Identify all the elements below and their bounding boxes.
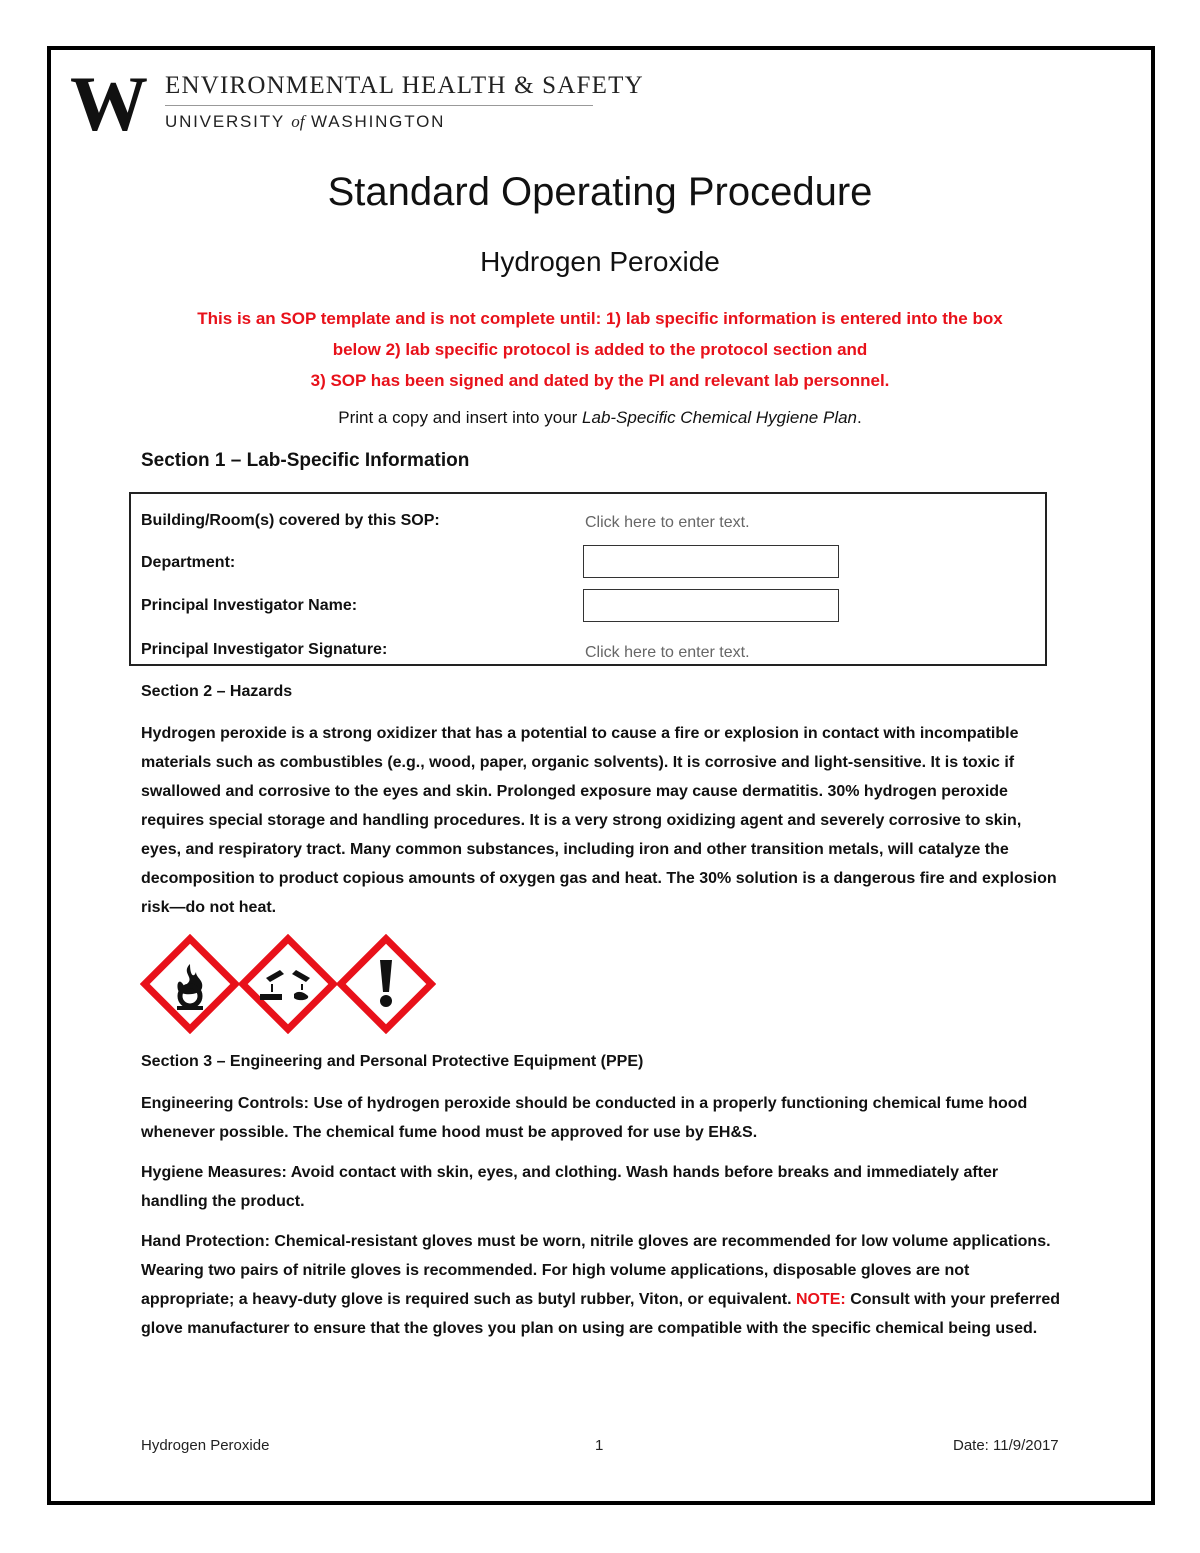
pi-name-label: Principal Investigator Name: <box>141 597 358 614</box>
footer-date: Date: 11/9/2017 <box>953 1437 1059 1454</box>
print-note <box>0 408 1200 428</box>
exclamation-mark-icon <box>336 934 436 1034</box>
university-of: of <box>291 112 305 131</box>
uw-logo <box>68 74 150 134</box>
warning-line-3: 3) SOP has been signed and dated by the PI and relevant lab personnel. <box>310 371 890 390</box>
logo-letter: W <box>70 74 148 134</box>
department-field[interactable] <box>583 545 839 578</box>
footer-doc-title: Hydrogen Peroxide <box>141 1437 270 1454</box>
hygiene-label: Hygiene Measures: <box>141 1164 287 1181</box>
org-name: ENVIRONMENTAL HEALTH & SAFETY <box>165 72 644 99</box>
template-warning <box>100 303 1100 396</box>
university-name <box>165 112 445 132</box>
university-pre: UNIVERSITY <box>165 112 285 131</box>
page-subtitle: Hydrogen Peroxide <box>480 246 720 277</box>
engineering-text: Use of hydrogen peroxide should be conducted in a properly functioning chemical fume hood whenever possible. The chemical fume hood must be approved for use by EH&S. <box>141 1095 1028 1141</box>
note-label: NOTE: <box>795 1291 846 1308</box>
hand-protection <box>141 1227 1061 1343</box>
hand-text: Chemical-resistant gloves must be worn, nitrile gloves are recommended for low volume applications. Wearing two pairs of nitrile gloves is recommended. For high volume applications, disposable gloves are not appropriate; a heavy-duty glove is required such as butyl rubber, Viton, or equivalent. <box>141 1233 1051 1308</box>
engineering-controls <box>141 1089 1061 1147</box>
print-note-italic: Lab-Specific Chemical Hygiene Plan <box>582 408 858 427</box>
footer-page-number: 1 <box>595 1437 604 1454</box>
header-divider <box>165 105 593 106</box>
corrosion-icon <box>238 934 338 1034</box>
section3-heading: Section 3 – Engineering and Personal Protective Equipment (PPE) <box>141 1053 644 1070</box>
engineering-label: Engineering Controls: <box>141 1095 309 1112</box>
warning-line-2: below 2) lab specific protocol is added to the protocol section and <box>332 340 868 359</box>
hygiene-text: Avoid contact with skin, eyes, and clothing. Wash hands before breaks and immediately after handling the product. <box>141 1164 999 1210</box>
department-label: Department: <box>141 554 236 571</box>
building-input[interactable]: Click here to enter text. <box>585 514 750 531</box>
page-title: Standard Operating Procedure <box>327 170 873 214</box>
warning-line-1: This is an SOP template and is not complete until: 1) lab specific information is entered into the box <box>197 309 1003 328</box>
flame-over-circle-icon <box>140 934 240 1034</box>
hand-label: Hand Protection: <box>141 1233 270 1250</box>
pi-name-field[interactable] <box>583 589 839 622</box>
building-label: Building/Room(s) covered by this SOP: <box>141 512 440 529</box>
note-text: Consult with your preferred glove manufacturer to ensure that the gloves you plan on using are compatible with the specific chemical being used. <box>141 1291 1060 1337</box>
hazards-text: Hydrogen peroxide is a strong oxidizer that has a potential to cause a fire or explosion in contact with incompatible materials such as combustibles (e.g., wood, paper, organic solvents). It is corrosive and light-sensitive. It is toxic if swallowed and corrosive to the eyes and skin. Prolonged exposure may cause dermatitis. 30% hydrogen peroxide requires special storage and handling procedures. It is a very strong oxidizing agent and severely corrosive to skin, eyes, and respiratory tract. Many common substances, including iron and other transition metals, will catalyze the decomposition to product copious amounts of oxygen gas and heat. The 30% solution is a dangerous fire and explosion risk—do not heat. <box>141 725 1057 916</box>
hygiene-measures <box>141 1158 1061 1216</box>
section2-heading: Section 2 – Hazards <box>141 683 293 700</box>
section1-heading: Section 1 – Lab-Specific Information <box>141 450 470 471</box>
print-note-prefix: Print a copy and insert into your <box>338 408 583 427</box>
pi-signature-label: Principal Investigator Signature: <box>141 641 388 658</box>
university-post: WASHINGTON <box>311 112 446 131</box>
pi-signature-input[interactable]: Click here to enter text. <box>585 644 750 661</box>
print-note-suffix: . <box>857 408 862 427</box>
